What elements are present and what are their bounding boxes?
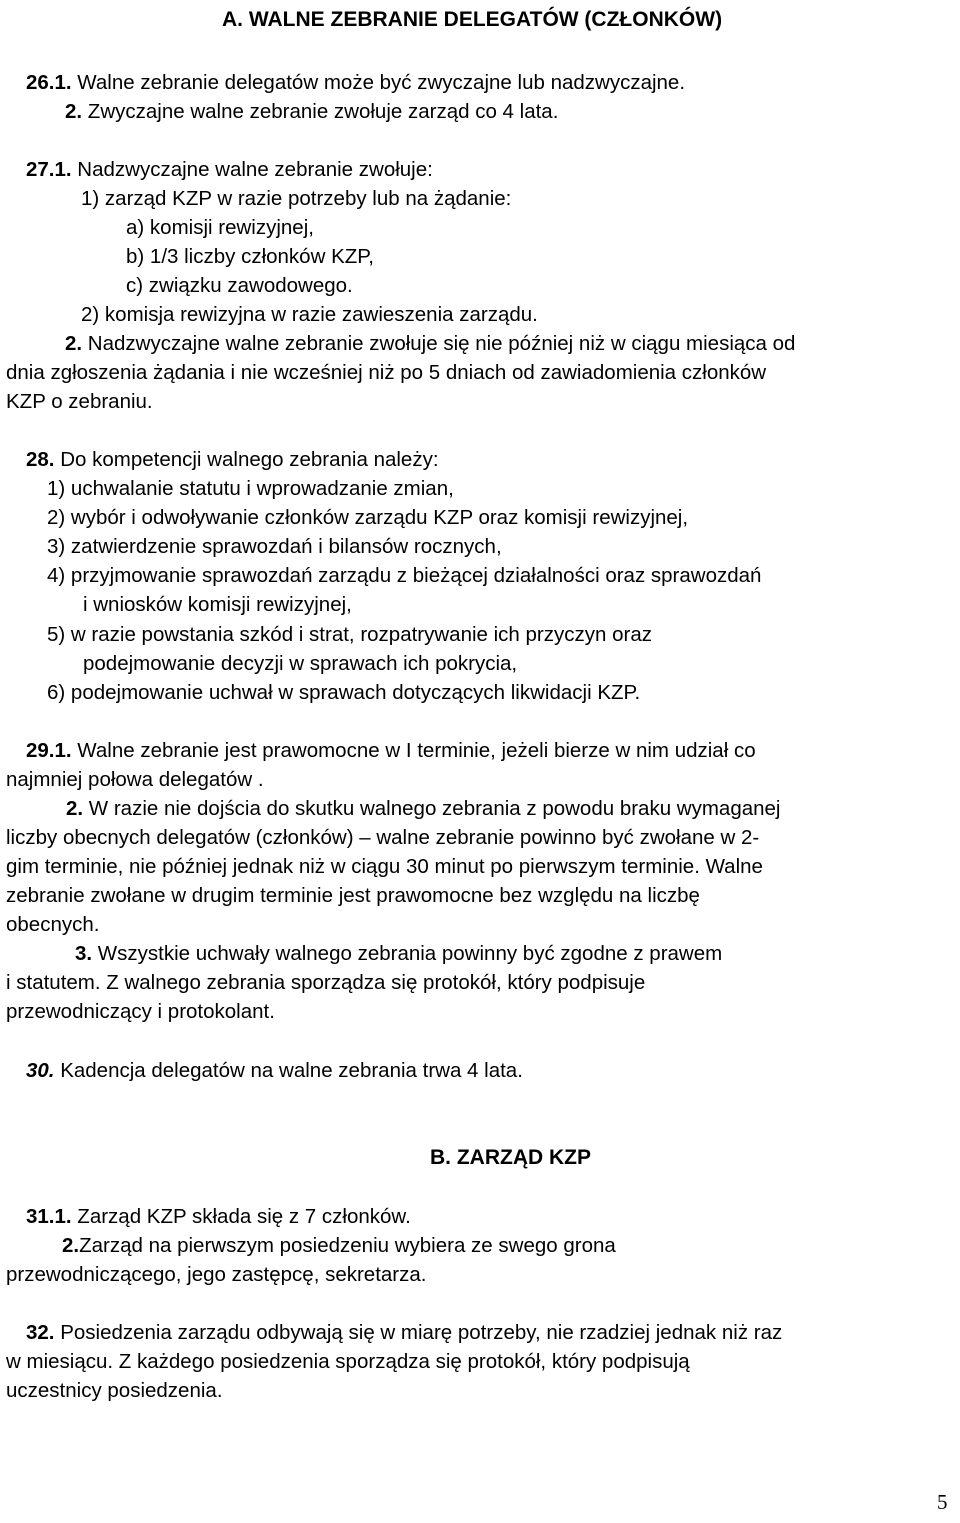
paragraph-number: 2.: [65, 332, 83, 355]
paragraph-29-1: [26, 737, 756, 765]
paragraph-number: 2.: [66, 797, 84, 820]
paragraph-text: Zwyczajne walne zebranie zwołuje zarząd co 4 lata.: [82, 100, 559, 123]
list-item: 6) podejmowanie uchwał w sprawach dotyczących likwidacji KZP.: [47, 681, 641, 704]
paragraph-text: Zarząd na pierwszym posiedzeniu wybiera ze swego grona: [79, 1234, 616, 1257]
paragraph-number: 3.: [75, 942, 93, 965]
paragraph-31-1: [26, 1203, 411, 1231]
paragraph-26-1: [26, 69, 685, 97]
list-item: 1) zarząd KZP w razie potrzeby lub na żądanie:: [81, 187, 512, 210]
paragraph-27-2: [65, 330, 795, 358]
list-item: c) związku zawodowego.: [126, 274, 353, 297]
paragraph-text: Nadzwyczajne walne zebranie zwołuje:: [71, 158, 433, 181]
section-b-heading: B. ZARZĄD KZP: [430, 1146, 591, 1169]
paragraph-number: 30.: [26, 1059, 55, 1082]
paragraph-line: gim terminie, nie później jednak niż w ciągu 30 minut po pierwszym terminie. Walne: [6, 855, 763, 878]
list-item: 5) w razie powstania szkód i strat, rozpatrywanie ich przyczyn oraz: [47, 623, 652, 646]
list-item: b) 1/3 liczby członków KZP,: [126, 245, 375, 268]
section-a-heading: A. WALNE ZEBRANIE DELEGATÓW (CZŁONKÓW): [222, 8, 723, 31]
paragraph-27-1: [26, 156, 433, 184]
paragraph-number: 27.1.: [26, 158, 72, 181]
paragraph-26-2: [65, 98, 558, 126]
paragraph-31-2: [62, 1232, 616, 1260]
paragraph-32: [26, 1319, 782, 1347]
paragraph-number: 2.: [62, 1234, 80, 1257]
paragraph-line: uczestnicy posiedzenia.: [6, 1379, 223, 1402]
paragraph-line: obecnych.: [6, 913, 100, 936]
paragraph-text: Posiedzenia zarządu odbywają się w miarę potrzeby, nie rzadziej jednak niż raz: [54, 1321, 783, 1344]
paragraph-29-3: [75, 940, 722, 968]
paragraph-line: dnia zgłoszenia żądania i nie wcześniej niż po 5 dniach od zawiadomienia członków: [6, 361, 767, 384]
paragraph-number: 31.1.: [26, 1205, 72, 1228]
paragraph-text: Walne zebranie delegatów może być zwyczajne lub nadzwyczajne.: [71, 71, 686, 94]
paragraph-text: Zarząd KZP składa się z 7 członków.: [71, 1205, 411, 1228]
paragraph-line: najmniej połowa delegatów .: [6, 768, 264, 791]
list-item: 1) uchwalanie statutu i wprowadzanie zmian,: [47, 477, 454, 500]
list-item: 2) wybór i odwoływanie członków zarządu KZP oraz komisji rewizyjnej,: [47, 506, 689, 529]
paragraph-number: 32.: [26, 1321, 55, 1344]
paragraph-text: Nadzwyczajne walne zebranie zwołuje się nie później niż w ciągu miesiąca od: [82, 332, 796, 355]
paragraph-line: i statutem. Z walnego zebrania sporządza się protokół, który podpisuje: [6, 971, 646, 994]
paragraph-line: zebranie zwołane w drugim terminie jest prawomocne bez względu na liczbę: [6, 884, 700, 907]
paragraph-line: w miesiącu. Z każdego posiedzenia sporządza się protokół, który podpisują: [6, 1350, 690, 1373]
paragraph-30: [26, 1057, 523, 1085]
paragraph-number: 28.: [26, 448, 55, 471]
paragraph-text: Kadencja delegatów na walne zebrania trwa 4 lata.: [54, 1059, 523, 1082]
list-item-continuation: podejmowanie decyzji w sprawach ich pokrycia,: [83, 652, 518, 675]
paragraph-number: 29.1.: [26, 739, 72, 762]
list-item: 3) zatwierdzenie sprawozdań i bilansów rocznych,: [47, 535, 502, 558]
list-item-continuation: i wniosków komisji rewizyjnej,: [83, 593, 352, 616]
paragraph-text: W razie nie dojścia do skutku walnego zebrania z powodu braku wymaganej: [83, 797, 781, 820]
page-number: 5: [937, 1490, 948, 1514]
paragraph-line: KZP o zebraniu.: [6, 390, 153, 413]
paragraph-29-2: [66, 795, 781, 823]
paragraph-line: przewodniczącego, jego zastępcę, sekretarza.: [6, 1263, 427, 1286]
paragraph-text: Do kompetencji walnego zebrania należy:: [54, 448, 439, 471]
paragraph-number: 2.: [65, 100, 83, 123]
paragraph-text: Walne zebranie jest prawomocne w I terminie, jeżeli bierze w nim udział co: [71, 739, 756, 762]
paragraph-line: przewodniczący i protokolant.: [6, 1000, 275, 1023]
list-item: 2) komisja rewizyjna w razie zawieszenia zarządu.: [81, 303, 538, 326]
paragraph-28: [26, 446, 439, 474]
paragraph-text: Wszystkie uchwały walnego zebrania powinny być zgodne z prawem: [92, 942, 723, 965]
paragraph-line: liczby obecnych delegatów (członków) – walne zebranie powinno być zwołane w 2-: [6, 826, 760, 849]
list-item: a) komisji rewizyjnej,: [126, 216, 314, 239]
list-item: 4) przyjmowanie sprawozdań zarządu z bieżącej działalności oraz sprawozdań: [47, 564, 762, 587]
paragraph-number: 26.1.: [26, 71, 72, 94]
